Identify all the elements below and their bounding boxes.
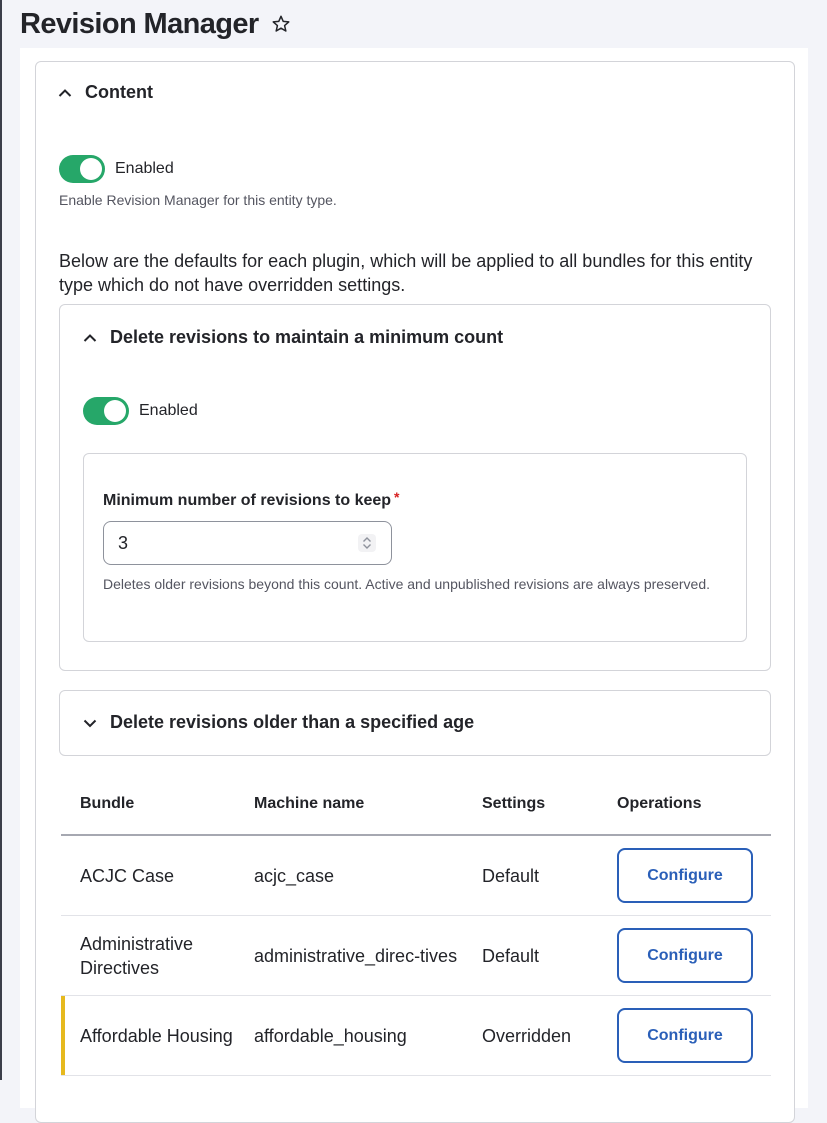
chevron-up-icon [82, 330, 98, 346]
operations-cell [617, 996, 771, 1076]
machine-name-cell: acjc_case [254, 835, 482, 916]
content-enabled-description: Enable Revision Manager for this entity type. [59, 192, 337, 208]
table-row [61, 835, 771, 916]
bundle-cell: Affordable Housing [61, 996, 254, 1076]
header-settings: Settings [482, 774, 617, 835]
settings-cell: Overridden [482, 996, 617, 1076]
page-title: Revision Manager [20, 7, 259, 40]
configure-button[interactable]: Configure [617, 848, 753, 903]
content-enabled-row [59, 155, 174, 183]
age-summary[interactable] [82, 712, 474, 733]
required-marker: * [394, 489, 400, 505]
age-summary-label: Delete revisions older than a specified age [110, 712, 475, 732]
content-enabled-label: Enabled [115, 160, 174, 177]
page-header [20, 4, 291, 44]
min-revisions-label [103, 489, 400, 510]
min-count-fieldset [83, 453, 747, 642]
min-count-enabled-label: Enabled [139, 402, 198, 419]
operations-cell [617, 835, 771, 916]
min-revisions-label-text: Minimum number of revisions to keep [103, 492, 392, 509]
min-revisions-input[interactable] [103, 521, 392, 565]
configure-button[interactable]: Configure [617, 928, 753, 983]
toggle-knob [104, 400, 126, 422]
bundles-table [61, 774, 771, 1076]
min-revisions-description: Deletes older revisions beyond this count. Active and unpublished revisions are always preserved. [103, 576, 711, 592]
table-row [61, 916, 771, 996]
table-header-row [61, 774, 771, 835]
window-edge [0, 0, 2, 1080]
min-count-enabled-row [83, 397, 198, 425]
bundle-cell: Administrative Directives [61, 916, 254, 996]
toggle-knob [80, 158, 102, 180]
age-details [59, 690, 771, 756]
header-bundle: Bundle [61, 774, 254, 835]
min-revisions-value: 3 [118, 532, 129, 553]
content-panel [20, 48, 808, 1108]
content-summary[interactable] [57, 82, 153, 103]
settings-cell: Default [482, 835, 617, 916]
min-count-enabled-toggle[interactable] [83, 397, 129, 425]
operations-cell [617, 916, 771, 996]
table-row [61, 996, 771, 1076]
chevron-up-icon [57, 85, 73, 101]
header-operations: Operations [617, 774, 771, 835]
configure-button[interactable]: Configure [617, 1008, 753, 1063]
settings-cell: Default [482, 916, 617, 996]
machine-name-cell: affordable_housing [254, 996, 482, 1076]
content-details [35, 61, 795, 1123]
content-summary-label: Content [85, 82, 153, 102]
min-count-summary[interactable] [82, 327, 503, 348]
min-count-summary-label: Delete revisions to maintain a minimum count [110, 327, 504, 347]
bundle-cell: ACJC Case [61, 835, 254, 916]
number-spinner-icon[interactable] [357, 533, 377, 553]
content-enabled-toggle[interactable] [59, 155, 105, 183]
defaults-intro: Below are the defaults for each plugin, which will be applied to all bundles for this entity type which do not have overridden settings. [59, 251, 753, 295]
header-machine-name: Machine name [254, 774, 482, 835]
min-count-details [59, 304, 771, 671]
machine-name-cell: administrative_direc-tives [254, 916, 482, 996]
chevron-down-icon [82, 715, 98, 731]
star-icon[interactable] [271, 14, 291, 34]
